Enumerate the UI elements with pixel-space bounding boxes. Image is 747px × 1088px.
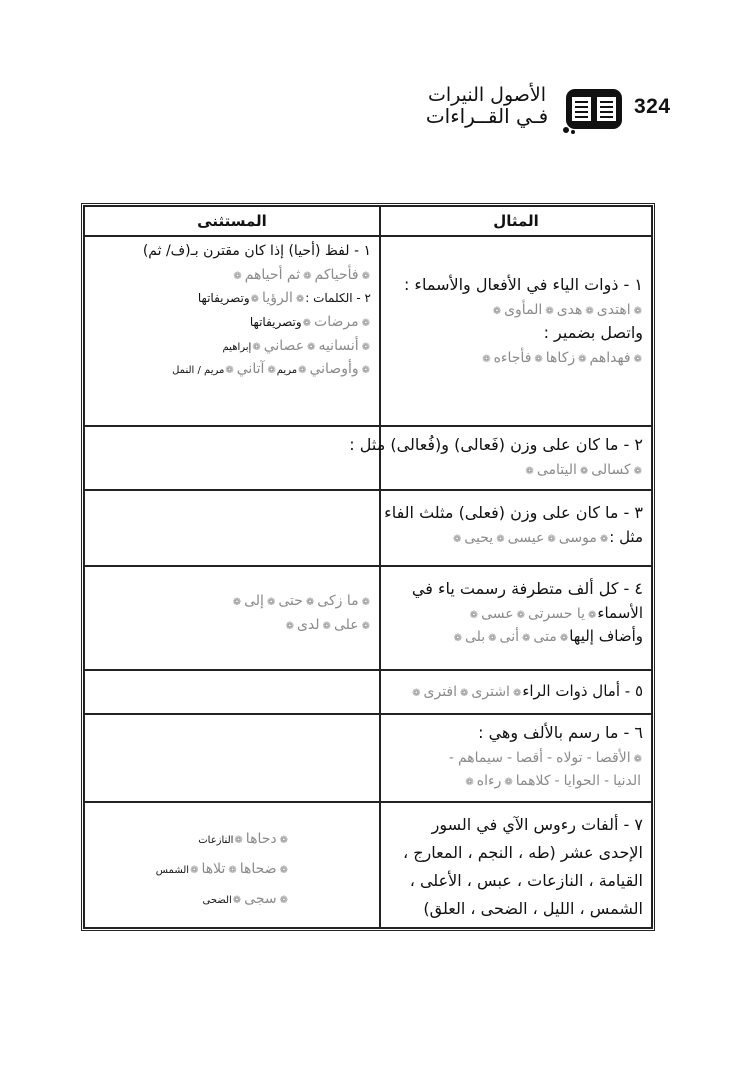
flower-ornament-icon: ❁ xyxy=(545,305,554,317)
exception-cell xyxy=(84,714,380,802)
quran-words: ❁ضحاها❁تلاها❁الشمس xyxy=(91,853,289,883)
quran-words: ❁دحاها❁النازعات xyxy=(91,823,289,853)
rule-text: ٧ - ألفات رءوس الآي في السور xyxy=(431,815,643,834)
exception-cell xyxy=(84,566,380,670)
flower-ornament-icon: ❁ xyxy=(492,305,502,317)
rule-text: الشمس ، الليل ، الضحى ، العلق) xyxy=(423,899,643,918)
rule-text: ٤ - كل ألف متطرفة رسمت ياء في xyxy=(411,579,643,598)
flower-ornament-icon: ❁ xyxy=(285,620,294,632)
table-row xyxy=(84,426,652,490)
flower-ornament-icon: ❁ xyxy=(496,533,505,545)
book-title xyxy=(420,86,554,127)
book-title-line1: الأصول النيرات xyxy=(427,84,547,106)
exception-cell xyxy=(84,802,380,928)
flower-ornament-icon: ❁ xyxy=(633,305,642,317)
flower-ornament-icon: ❁ xyxy=(633,354,642,366)
example-cell xyxy=(380,802,652,928)
example-cell xyxy=(380,566,652,670)
flower-ornament-icon: ❁ xyxy=(228,865,237,876)
flower-ornament-icon: ❁ xyxy=(279,865,288,876)
quran-words: مثل :❁موسى❁عيسى❁يحيى❁ xyxy=(452,527,643,546)
flower-ornament-icon: ❁ xyxy=(322,620,331,632)
rule-text: ٦ - ما رسم بالألف وهي : xyxy=(478,723,643,742)
exception-column-header: المستثنى xyxy=(84,206,380,236)
example-cell xyxy=(380,236,652,426)
table-row xyxy=(84,236,652,426)
quran-words: ❁سجى❁الضحى xyxy=(91,883,289,913)
flower-ornament-icon: ❁ xyxy=(252,341,261,353)
table-row xyxy=(84,490,652,566)
exception-cell xyxy=(84,236,380,426)
flower-ornament-icon: ❁ xyxy=(599,533,609,545)
flower-ornament-icon: ❁ xyxy=(588,609,597,621)
exception-line: ❁أنسانيه❁عصاني❁إبراهيم xyxy=(222,337,370,354)
example-cell xyxy=(380,714,652,802)
flower-ornament-icon: ❁ xyxy=(361,341,370,353)
flower-ornament-icon: ❁ xyxy=(295,294,305,306)
exception-line: ❁وأوصاني❁مريم❁آتاني❁مريم / النمل xyxy=(172,361,370,378)
flower-ornament-icon: ❁ xyxy=(361,597,370,608)
flower-ornament-icon: ❁ xyxy=(482,354,491,366)
exception-line: ٢ - الكلمات :❁الرؤيا❁وتصريفاتها xyxy=(197,290,371,307)
quran-words: وأضاف إليها❁متى❁أنى❁بلى❁ xyxy=(453,627,643,646)
rule-text: ١ - ذوات الياء في الأفعال والأسماء : xyxy=(403,275,643,294)
flower-ornament-icon: ❁ xyxy=(361,620,370,632)
flower-ornament-icon: ❁ xyxy=(452,533,462,545)
flower-ornament-icon: ❁ xyxy=(522,633,531,645)
table-row xyxy=(84,714,652,802)
table-row xyxy=(84,566,652,670)
quran-words: الدنيا-الحوايا-كلاهما❁رءاه❁ xyxy=(465,773,641,790)
flower-ornament-icon: ❁ xyxy=(302,318,312,330)
rule-text: واتصل بضمير : xyxy=(543,323,643,343)
flower-ornament-icon: ❁ xyxy=(516,609,525,621)
flower-ornament-icon: ❁ xyxy=(525,465,534,477)
flower-ornament-icon: ❁ xyxy=(225,365,234,377)
flower-ornament-icon: ❁ xyxy=(250,294,260,306)
flower-ornament-icon: ❁ xyxy=(512,688,522,699)
flower-ornament-icon: ❁ xyxy=(633,465,642,477)
exception-line: ❁مرضات❁وتصريفاتها xyxy=(249,314,370,331)
quran-words: ٥ - أمال ذوات الراء❁اشترى❁افترى❁ xyxy=(412,682,643,700)
example-cell xyxy=(349,426,652,490)
example-column-header: المثال xyxy=(380,206,652,236)
table-header-row xyxy=(84,206,652,236)
quran-words: ❁فأحياكم❁ثم أحياهم❁ xyxy=(233,266,370,283)
quran-words: ❁اهتدى❁هدى❁المأوى❁ xyxy=(492,301,642,318)
flower-ornament-icon: ❁ xyxy=(232,597,242,608)
quran-words: ❁على❁لدى❁ xyxy=(285,616,370,633)
open-book-icon xyxy=(562,85,626,135)
flower-ornament-icon: ❁ xyxy=(361,270,370,282)
imala-rules-table xyxy=(81,203,655,931)
flower-ornament-icon: ❁ xyxy=(547,533,556,545)
flower-ornament-icon: ❁ xyxy=(504,777,513,789)
flower-ornament-icon: ❁ xyxy=(233,270,242,282)
flower-ornament-icon: ❁ xyxy=(453,633,462,645)
flower-ornament-icon: ❁ xyxy=(279,895,288,906)
flower-ornament-icon: ❁ xyxy=(460,688,469,699)
exception-cell xyxy=(84,670,380,714)
flower-ornament-icon: ❁ xyxy=(469,609,479,621)
flower-ornament-icon: ❁ xyxy=(488,633,497,645)
flower-ornament-icon: ❁ xyxy=(298,365,307,377)
flower-ornament-icon: ❁ xyxy=(279,835,288,846)
quran-words: ❁فهداهم❁زكاها❁فأجاءه❁ xyxy=(482,350,642,367)
exception-cell xyxy=(84,426,380,490)
rule-text: ٣ - ما كان على وزن (فعلى) مثلث الفاء xyxy=(384,503,643,522)
flower-ornament-icon: ❁ xyxy=(307,341,316,353)
table-row xyxy=(84,802,652,928)
flower-ornament-icon: ❁ xyxy=(559,633,569,645)
flower-ornament-icon: ❁ xyxy=(465,777,474,789)
flower-ornament-icon: ❁ xyxy=(303,270,312,282)
flower-ornament-icon: ❁ xyxy=(633,753,642,765)
flower-ornament-icon: ❁ xyxy=(578,354,587,366)
exception-rule-text: ١ - لفظ (أحيا) إذا كان مقترن بـ(ف/ ثم) xyxy=(142,243,371,259)
flower-ornament-icon: ❁ xyxy=(412,688,421,699)
rule-text: القيامة ، النازعات ، عبس ، الأعلى ، xyxy=(409,871,643,890)
quran-words: الأسماء❁يا حسرتى❁عسى❁ xyxy=(469,603,643,622)
example-cell xyxy=(380,670,652,714)
rule-text: ٢ - ما كان على وزن (فَعالى) و(فُعالى) مثل : xyxy=(349,435,643,454)
table-row xyxy=(84,670,652,714)
quran-words: ❁الأقصا-تولاه-أقصا-سيماهم- xyxy=(448,749,642,766)
flower-ornament-icon: ❁ xyxy=(190,865,199,876)
flower-ornament-icon: ❁ xyxy=(361,318,370,330)
flower-ornament-icon: ❁ xyxy=(361,365,370,377)
flower-ornament-icon: ❁ xyxy=(232,895,242,906)
flower-ornament-icon: ❁ xyxy=(534,354,543,366)
quran-words: ❁كسالى❁اليتامى❁ xyxy=(525,461,642,478)
flower-ornament-icon: ❁ xyxy=(234,835,243,846)
flower-ornament-icon: ❁ xyxy=(267,365,276,377)
exception-cell xyxy=(84,490,380,566)
flower-ornament-icon: ❁ xyxy=(585,305,594,317)
flower-ornament-icon: ❁ xyxy=(266,597,276,608)
example-cell xyxy=(380,490,652,566)
rule-text: الإحدى عشر (طه ، النجم ، المعارج ، xyxy=(402,843,643,862)
flower-ornament-icon: ❁ xyxy=(305,597,315,608)
book-title-line2: فـي القــراءات xyxy=(425,103,549,128)
page-number: 324 xyxy=(634,95,671,118)
flower-ornament-icon: ❁ xyxy=(579,465,589,477)
quran-words: ❁ما زكى❁حتى❁إلى❁ xyxy=(232,593,370,609)
